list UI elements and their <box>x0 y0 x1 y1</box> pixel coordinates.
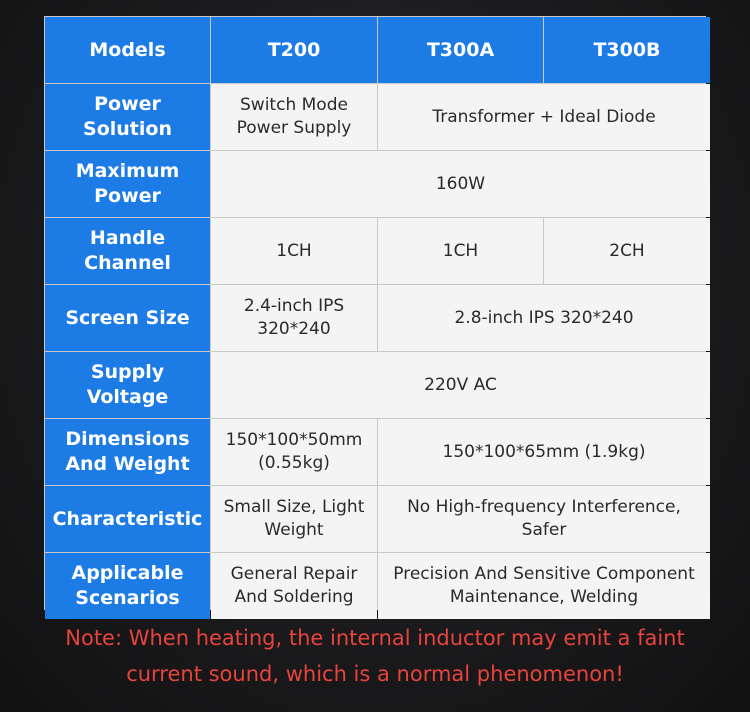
row-label-applicable-scenarios: Applicable Scenarios <box>45 553 210 619</box>
cell-dimensions-weight-t200: 150*100*50mm (0.55kg) <box>211 419 377 485</box>
cell-handle-channel-t200: 1CH <box>211 218 377 284</box>
cell-characteristic-t300: No High-frequency Interference, Safer <box>378 486 710 552</box>
cell-supply-voltage-all: 220V AC <box>211 352 710 418</box>
row-label-screen-size: Screen Size <box>45 285 210 351</box>
cell-handle-channel-t300b: 2CH <box>544 218 710 284</box>
cell-maximum-power-all: 160W <box>211 151 710 217</box>
heating-noise-note: Note: When heating, the internal inductor may emit a faint current sound, which is a normal phenomenon! <box>65 626 685 686</box>
row-label-maximum-power: Maximum Power <box>45 151 210 217</box>
row-label-power-solution: Power Solution <box>45 84 210 150</box>
row-label-handle-channel: Handle Channel <box>45 218 210 284</box>
cell-applicable-scenarios-t200: General Repair And Soldering <box>211 553 377 619</box>
row-label-supply-voltage: Supply Voltage <box>45 352 210 418</box>
cell-applicable-scenarios-t300: Precision And Sensitive Component Maintenance, Welding <box>378 553 710 619</box>
cell-dimensions-weight-t300: 150*100*65mm (1.9kg) <box>378 419 710 485</box>
row-label-dimensions-weight: Dimensions And Weight <box>45 419 210 485</box>
header-models: Models <box>45 17 210 83</box>
header-t300b: T300B <box>544 17 710 83</box>
header-t300a: T300A <box>378 17 543 83</box>
cell-power-solution-t300: Transformer + Ideal Diode <box>378 84 710 150</box>
cell-handle-channel-t300a: 1CH <box>378 218 543 284</box>
header-t200: T200 <box>211 17 377 83</box>
cell-screen-size-t200: 2.4-inch IPS 320*240 <box>211 285 377 351</box>
spec-comparison-table <box>44 16 706 610</box>
cell-screen-size-t300: 2.8-inch IPS 320*240 <box>378 285 710 351</box>
cell-characteristic-t200: Small Size, Light Weight <box>211 486 377 552</box>
row-label-characteristic: Characteristic <box>45 486 210 552</box>
cell-power-solution-t200: Switch Mode Power Supply <box>211 84 377 150</box>
